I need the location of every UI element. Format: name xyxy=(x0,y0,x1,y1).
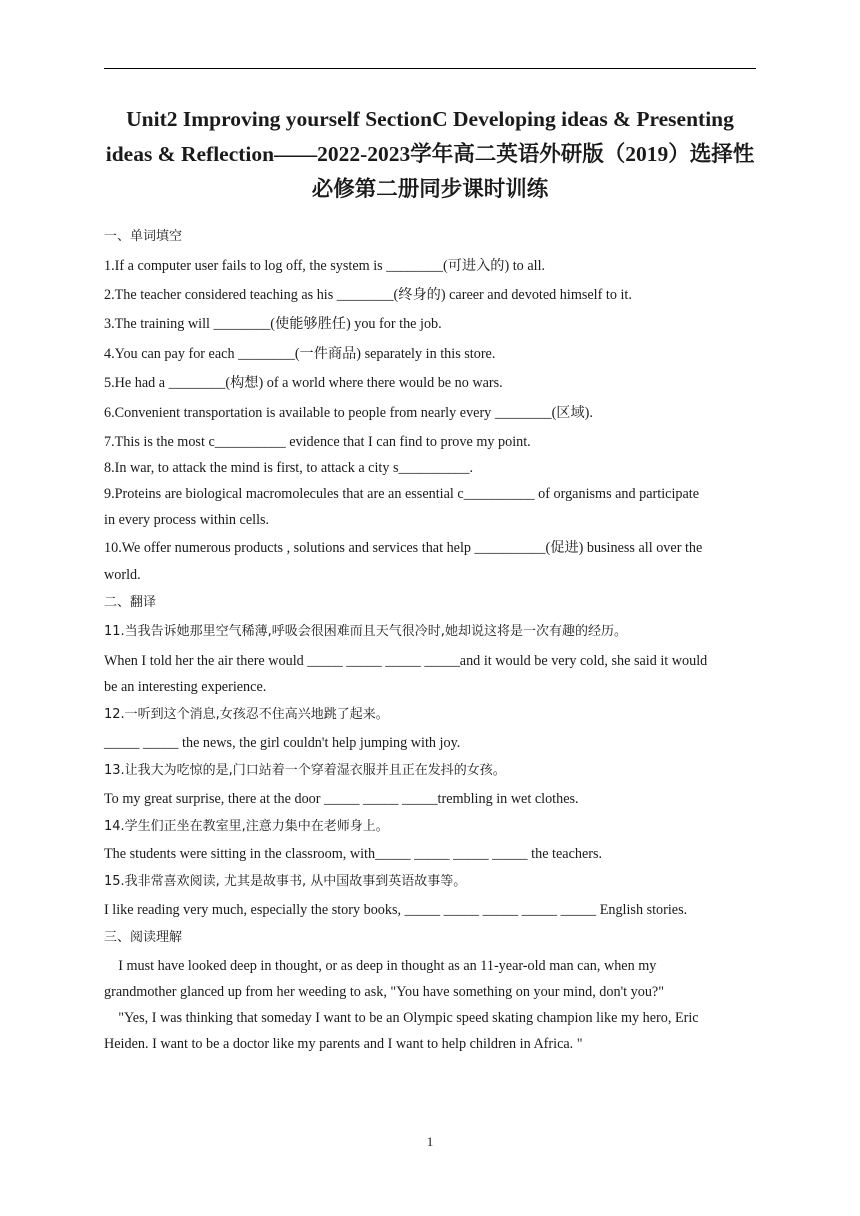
section-heading-translation: 二、翻译 xyxy=(104,595,157,610)
reading-paragraph-line: I must have looked deep in thought, or as deep in thought as an 11-year-old man can, when my xyxy=(104,958,657,974)
reading-paragraph-line: grandmother glanced up from her weeding to ask, "You have something on your mind, don't you?" xyxy=(104,984,664,1000)
vocab-item: 8.In war, to attack the mind is first, to attack a city s__________. xyxy=(104,460,474,476)
vocab-item: 9.Proteins are biological macromolecules that are an essential c__________ of organisms and participate xyxy=(104,486,700,502)
translation-answer: _____ _____ the news, the girl couldn't help jumping with joy. xyxy=(104,735,461,751)
translation-answer: When I told her the air there would _____ _____ _____ _____and it would be very cold, she said it would xyxy=(104,653,708,669)
translation-prompt: 13.让我大为吃惊的是,门口站着一个穿着湿衣服并且正在发抖的女孩。 xyxy=(104,763,506,778)
vocab-item: 5.He had a ________(构想) of a world where there would be no wars. xyxy=(104,375,503,391)
translation-answer: To my great surprise, there at the door _____ _____ _____trembling in wet clothes. xyxy=(104,791,579,807)
translation-answer: The students were sitting in the classroom, with_____ _____ _____ _____ the teachers. xyxy=(104,846,603,862)
vocab-item: 6.Convenient transportation is available to people from nearly every ________(区域). xyxy=(104,405,593,421)
vocab-item-continued: world. xyxy=(104,567,141,583)
translation-prompt: 12.一听到这个消息,女孩忍不住高兴地跳了起来。 xyxy=(104,707,389,722)
translation-answer: I like reading very much, especially the story books, _____ _____ _____ _____ _____ English stories. xyxy=(104,902,688,918)
header-rule xyxy=(104,68,756,69)
vocab-item: 7.This is the most c__________ evidence that I can find to prove my point. xyxy=(104,434,531,450)
page-number: 1 xyxy=(426,1134,434,1149)
vocab-item: 3.The training will ________(使能够胜任) you for the job. xyxy=(104,316,442,332)
vocab-item: 10.We offer numerous products , solutions and services that help __________(促进) business all over the xyxy=(104,540,703,556)
page-title: Unit2 Improving yourself SectionC Developing ideas & Presenting ideas & Reflection——2022-2023学年高二英语外研版（2019）选择性必修第二册同步课时训练 xyxy=(105,107,755,201)
section-heading-vocab: 一、单词填空 xyxy=(104,229,183,244)
reading-paragraph-line: Heiden. I want to be a doctor like my parents and I want to help children in Africa. " xyxy=(104,1036,583,1052)
translation-prompt: 14.学生们正坐在教室里,注意力集中在老师身上。 xyxy=(104,819,389,834)
reading-paragraph-line: "Yes, I was thinking that someday I want to be an Olympic speed skating champion like my hero, Eric xyxy=(104,1010,699,1026)
vocab-item: 1.If a computer user fails to log off, the system is ________(可进入的) to all. xyxy=(104,258,546,274)
vocab-item: 2.The teacher considered teaching as his ________(终身的) career and devoted himself to it. xyxy=(104,287,632,303)
vocab-item: 4.You can pay for each ________(一件商品) separately in this store. xyxy=(104,346,496,362)
translation-prompt: 15.我非常喜欢阅读, 尤其是故事书, 从中国故事到英语故事等。 xyxy=(104,874,467,889)
vocab-item-continued: in every process within cells. xyxy=(104,512,270,528)
translation-prompt: 11.当我告诉她那里空气稀薄,呼吸会很困难而且天气很冷时,她却说这将是一次有趣的经历。 xyxy=(104,624,627,639)
translation-answer-continued: be an interesting experience. xyxy=(104,679,267,695)
section-heading-reading: 三、阅读理解 xyxy=(104,930,183,945)
